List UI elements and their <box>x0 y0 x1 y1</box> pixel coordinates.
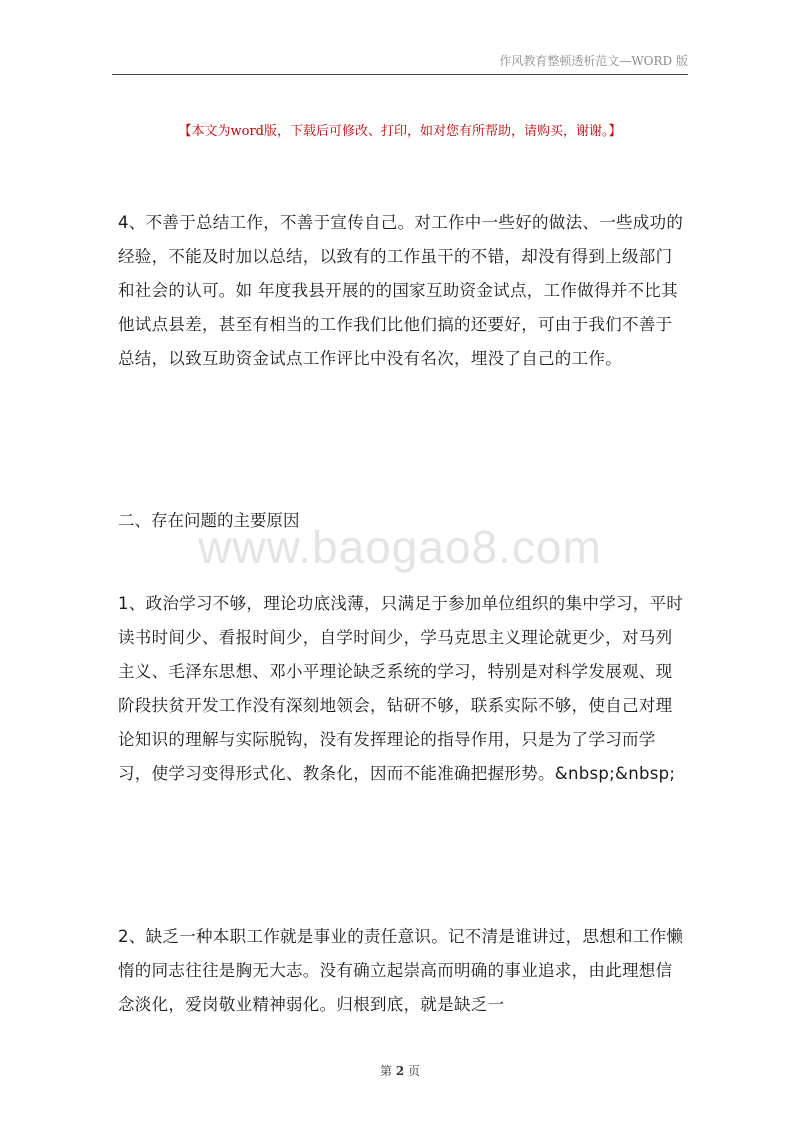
page-header: 作风教育整顿透析范文—WORD 版 <box>499 54 688 68</box>
section-title: 二、存在问题的主要原因 <box>118 511 300 530</box>
paragraph-4: 4、不善于总结工作，不善于宣传自己。对工作中一些好的做法、一些成功的经验，不能及时加以总结，以致有的工作虽干的不错，却没有得到上级部门和社会的认可。如 年度我县开展的的国家互助资金试点，工作做得并不比其他试点县差，甚至有相当的工作我们比他们搞的还要好，可由于我们不善于总结，以致互助资金试点工作评比中没有名次，埋没了自己的工作。 <box>118 213 684 368</box>
paragraph-reason-1: 1、政治学习不够，理论功底浅薄，只满足于参加单位组织的集中学习，平时读书时间少、看报时间少，自学时间少，学马克思主义理论就更少，对马列主义、毛泽东思想、邓小平理论缺乏系统的学习，特别是对科学发展观、现阶段扶贫开发工作没有深刻地领会，钻研不够，联系实际不够，使自己对理论知识的理解与实际脱钩，没有发挥理论的指导作用，只是为了学习而学习，使学习变得形式化、教条化，因而不能准确把握形势。&nbsp;&nbsp; <box>118 594 684 783</box>
page-number-prefix: 第 <box>379 1064 392 1078</box>
watermark: www.baogao8.com <box>198 521 602 573</box>
paragraph-reason-2: 2、缺乏一种本职工作就是事业的责任意识。记不清是谁讲过，思想和工作懒惰的同志往往是胸无大志。没有确立起崇高而明确的事业追求，由此理想信念淡化，爱岗敬业精神弱化。归根到底，就是缺乏一 <box>118 927 684 1014</box>
header-rule <box>112 74 688 75</box>
page-number-suffix: 页 <box>408 1064 421 1078</box>
purchase-notice: 【本文为word版，下载后可修改、打印，如对您有所帮助，请购买，谢谢。】 <box>178 124 622 139</box>
page-number-value: 2 <box>395 1064 405 1078</box>
page-number <box>112 1062 688 1079</box>
